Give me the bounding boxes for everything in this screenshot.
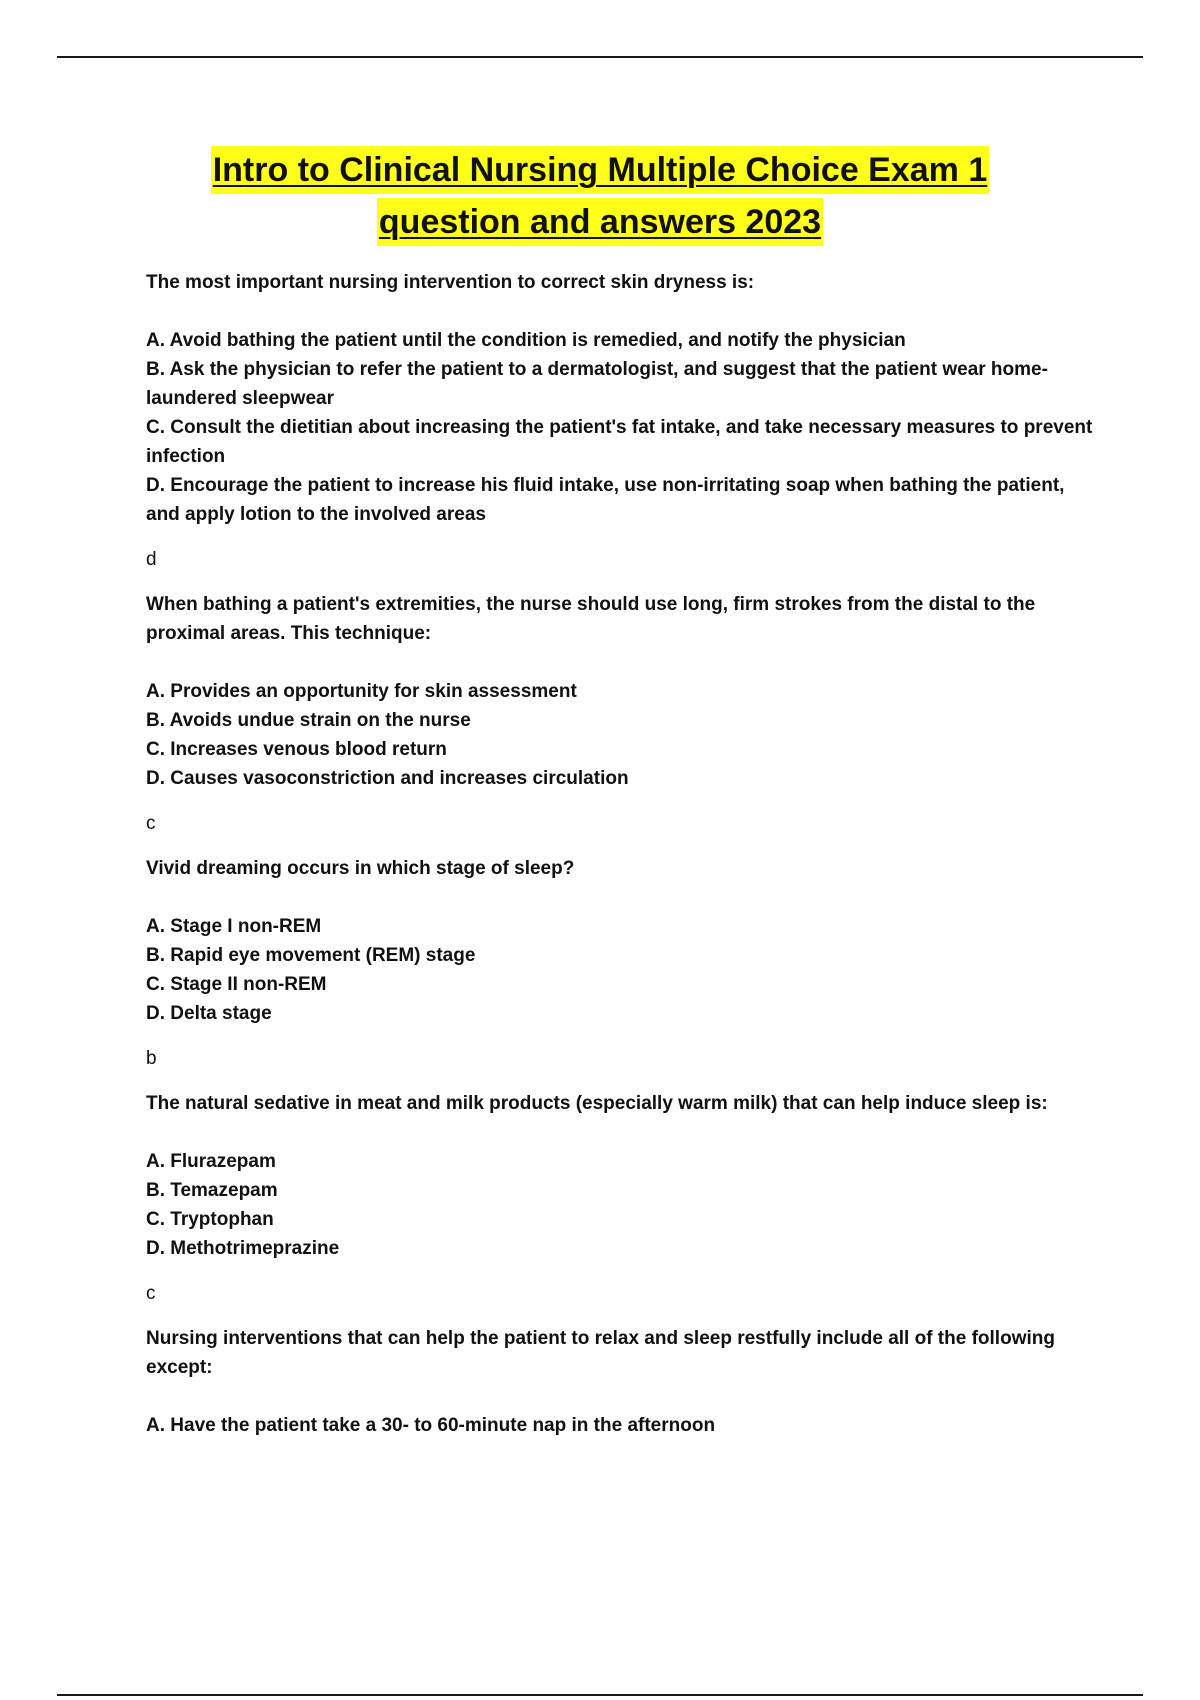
option-b: B. Temazepam xyxy=(146,1180,278,1201)
answer-key: c xyxy=(146,813,156,834)
question-4 xyxy=(146,1089,1096,1308)
option-c: C. Tryptophan xyxy=(146,1209,274,1230)
question-stem: The natural sedative in meat and milk products (especially warm milk) that can help induce sleep is: xyxy=(146,1093,1048,1114)
question-1 xyxy=(146,268,1096,574)
bottom-rule xyxy=(57,1694,1143,1696)
option-b: B. Avoids undue strain on the nurse xyxy=(146,710,471,731)
document-title xyxy=(100,144,1100,248)
option-list xyxy=(146,912,1096,1028)
option-d: D. Causes vasoconstriction and increases circulation xyxy=(146,768,629,789)
option-d: D. Encourage the patient to increase his fluid intake, use non-irritating soap when bathing the patient, and apply lotion to the involved areas xyxy=(146,475,1065,525)
option-list xyxy=(146,1411,1096,1440)
option-a: A. Avoid bathing the patient until the condition is remedied, and notify the physician xyxy=(146,330,906,351)
option-a: A. Provides an opportunity for skin assessment xyxy=(146,681,577,702)
title-line-2: question and answers 2023 xyxy=(377,198,823,246)
option-b: B. Ask the physician to refer the patient to a dermatologist, and suggest that the patient wear home-laundered sleepwear xyxy=(146,359,1048,409)
answer-key: b xyxy=(146,1048,157,1069)
option-list xyxy=(146,677,1096,793)
option-c: C. Increases venous blood return xyxy=(146,739,447,760)
option-list xyxy=(146,1147,1096,1263)
question-stem: When bathing a patient's extremities, the nurse should use long, firm strokes from the distal to the proximal areas. This technique: xyxy=(146,594,1036,644)
option-c: C. Stage II non-REM xyxy=(146,974,327,995)
answer-key: d xyxy=(146,549,157,570)
question-stem: The most important nursing intervention to correct skin dryness is: xyxy=(146,272,755,293)
option-c: C. Consult the dietitian about increasing the patient's fat intake, and take necessary measures to prevent infection xyxy=(146,417,1093,467)
question-3 xyxy=(146,854,1096,1073)
question-5 xyxy=(146,1324,1096,1440)
top-rule xyxy=(57,56,1143,58)
option-a: A. Flurazepam xyxy=(146,1151,276,1172)
title-line-1: Intro to Clinical Nursing Multiple Choice Exam 1 xyxy=(211,146,990,194)
option-list xyxy=(146,326,1096,529)
question-stem: Vivid dreaming occurs in which stage of sleep? xyxy=(146,858,575,879)
option-d: D. Delta stage xyxy=(146,1003,272,1024)
answer-key: c xyxy=(146,1283,156,1304)
question-list xyxy=(146,268,1096,1440)
question-2 xyxy=(146,590,1096,838)
option-a: A. Have the patient take a 30- to 60-minute nap in the afternoon xyxy=(146,1415,716,1436)
option-d: D. Methotrimeprazine xyxy=(146,1238,340,1259)
option-a: A. Stage I non-REM xyxy=(146,916,322,937)
option-b: B. Rapid eye movement (REM) stage xyxy=(146,945,476,966)
question-stem: Nursing interventions that can help the patient to relax and sleep restfully include all of the following except: xyxy=(146,1328,1055,1378)
